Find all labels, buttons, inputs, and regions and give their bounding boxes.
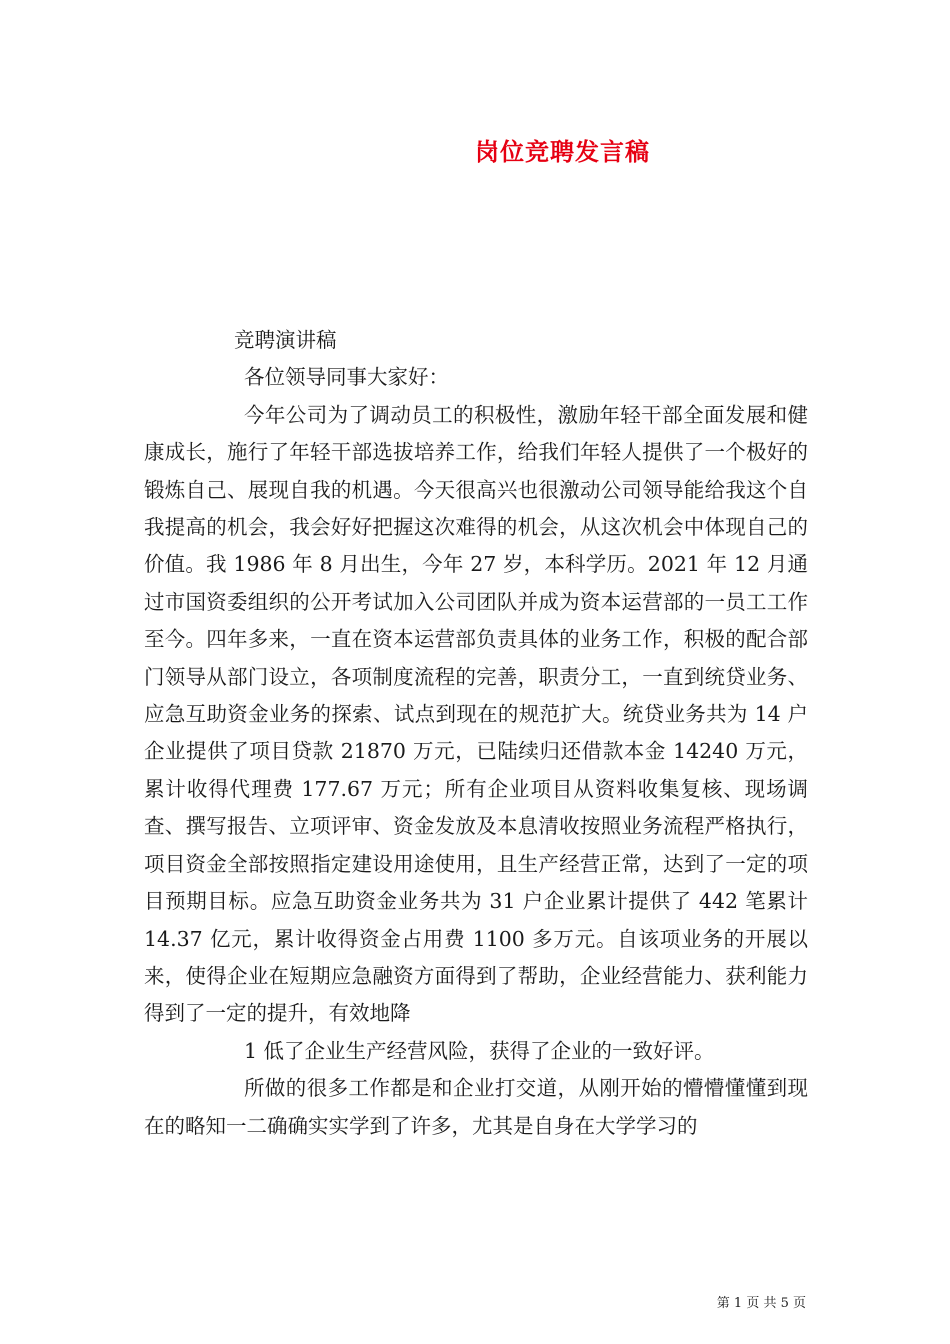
paragraph-1: 今年公司为了调动员工的积极性，激励年轻干部全面发展和健康成长，施行了年轻干部选拔培养工作，给我们年轻人提供了一个极好的锻炼自己、展现自我的机遇。今天很高兴也很激动公司领导能给我这个自我提高的机会，我会好好把握这次难得的机会，从这次机会中体现自己的价值。我 1986 年 8 月出生，今年 27 岁，本科学历。2021 年 12 月通过市国资委组织的公开考试加入公司团队并成为资本运营部的一员工工作至今。四年多来，一直在资本运营部负责具体的业务工作，积极的配合部门领导从部门设立，各项制度流程的完善，职责分工，一直到统贷业务、应急互助资金业务的探索、试点到现在的规范扩大。统贷业务共为 14 户企业提供了项目贷款 21870 万元，已陆续归还借款本金 14240 万元，累计收得代理费 177.67 万元；所有企业项目从资料收集复核、现场调查、撰写报告、立项评审、资金发放及本息清收按照业务流程严格执行，项目资金全部按照指定建设用途使用，且生产经营正常，达到了一定的项目预期目标。应急互助资金业务共为 31 户企业累计提供了 442 笔累计 14.37 亿元，累计收得资金占用费 1100 多万元。自该项业务的开展以来，使得企业在短期应急融资方面得到了帮助，企业经营能力、获利能力得到了一定的提升，有效地降	[144, 402, 808, 1026]
document-title: 岗位竞聘发言稿	[475, 137, 650, 166]
paragraph-2: 1 低了企业生产经营风险，获得了企业的一致好评。	[244, 1038, 715, 1063]
speech-heading: 竞聘演讲稿	[234, 328, 337, 352]
paragraph-3: 所做的很多工作都是和企业打交道，从刚开始的懵懵懂懂到现在的略知一二确确实实学到了许多，尤其是自身在大学学习的	[144, 1076, 808, 1138]
page-number-footer: 第 1 页 共 5 页	[716, 1296, 806, 1311]
greeting-line: 各位领导同事大家好：	[244, 365, 449, 390]
document-body	[144, 322, 808, 1145]
